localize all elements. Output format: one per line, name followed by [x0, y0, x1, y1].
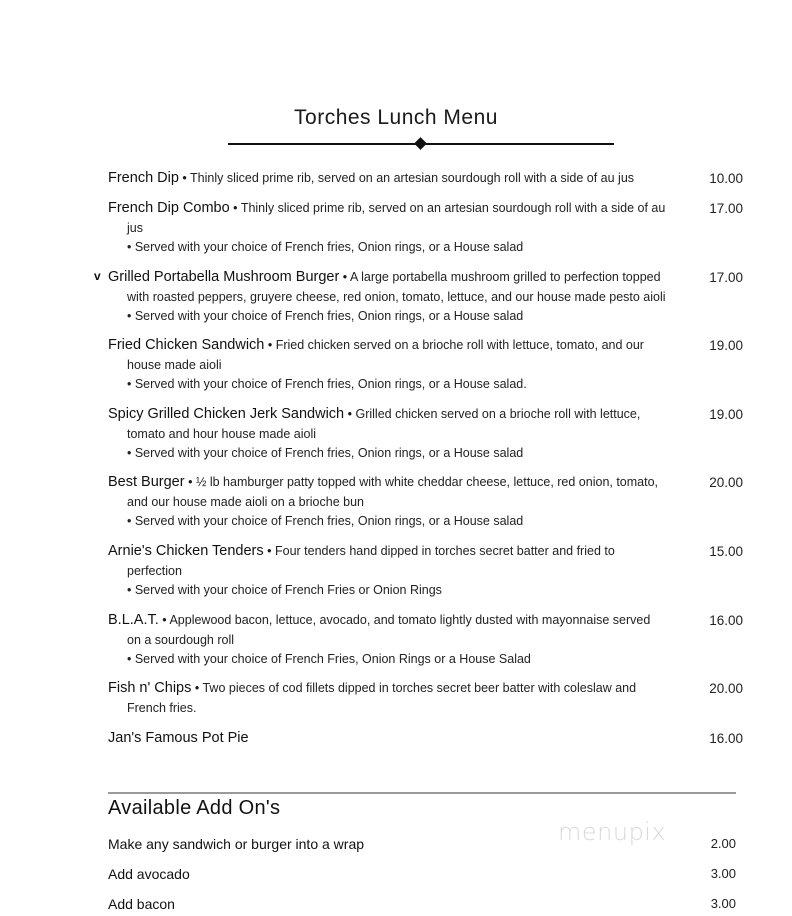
item-name: Grilled Portabella Mushroom Burger — [108, 269, 340, 285]
item-description: Thinly sliced prime rib, served on an artesian sourdough roll with a side of au — [240, 201, 666, 215]
item-side-note: • Served with your choice of French Fries or Onion Rings — [127, 583, 442, 597]
item-name: French Dip — [108, 170, 179, 186]
item-name: Fish n' Chips — [108, 680, 192, 696]
item-description-cont: jus — [127, 220, 143, 235]
item-price: 17.00 — [709, 201, 743, 216]
separator-bullet: • — [233, 201, 238, 215]
item-price: 17.00 — [709, 270, 743, 285]
item-description-cont: perfection — [127, 563, 182, 578]
item-side-note: • Served with your choice of French fries, Onion rings, or a House salad. — [127, 377, 527, 391]
item-price: 16.00 — [709, 613, 743, 628]
addons-divider — [108, 792, 736, 794]
item-side-note: • Served with your choice of French fries, Onion rings, or a House salad — [127, 514, 524, 528]
item-name: B.L.A.T. — [108, 612, 159, 628]
item-description-cont: and our house made aioli on a brioche bun — [127, 494, 364, 509]
menu-item-portabella-burger — [108, 268, 743, 327]
item-price: 19.00 — [709, 338, 743, 353]
item-side-note: • Served with your choice of French fries, Onion rings, or a House salad — [127, 446, 524, 460]
addon-label: Add bacon — [108, 896, 175, 912]
item-description-cont: with roasted peppers, gruyere cheese, red onion, tomato, lettuce, and our house made pesto aioli — [127, 289, 666, 304]
item-description: A large portabella mushroom grilled to perfection topped — [349, 270, 661, 284]
item-description: Grilled chicken served on a brioche roll with lettuce, — [355, 407, 641, 421]
item-name: Jan's Famous Pot Pie — [108, 730, 249, 746]
addon-price: 3.00 — [710, 896, 736, 911]
menu-item-chicken-tenders — [108, 542, 743, 601]
addons-title: Available Add On's — [108, 797, 281, 819]
menu-item-french-dip-combo — [108, 199, 743, 258]
item-side-note: • Served with your choice of French Fries, Onion Rings or a House Salad — [127, 652, 531, 666]
item-price: 20.00 — [709, 681, 743, 696]
vegetarian-marker-icon: v — [94, 269, 101, 283]
menu-item-fish-n-chips — [108, 679, 743, 718]
watermark-logo: menupix — [558, 818, 667, 846]
item-name: Arnie's Chicken Tenders — [108, 543, 264, 559]
menu-item-fried-chicken-sandwich — [108, 336, 743, 395]
separator-bullet: • — [267, 338, 273, 352]
item-description-cont: on a sourdough roll — [127, 632, 235, 647]
menu-title: Torches Lunch Menu — [294, 106, 498, 129]
addon-item-bacon — [108, 896, 736, 912]
item-price: 10.00 — [709, 171, 743, 186]
item-name: Fried Chicken Sandwich — [108, 337, 265, 353]
item-description-cont: house made aioli — [127, 357, 222, 372]
addon-price: 3.00 — [710, 866, 736, 881]
item-description: ½ lb hamburger patty topped with white cheddar cheese, lettuce, red onion, tomato, — [195, 475, 659, 489]
addon-label: Add avocado — [108, 866, 190, 882]
menu-item-french-dip — [108, 169, 743, 189]
addon-item-avocado — [108, 866, 736, 882]
item-price: 15.00 — [709, 544, 743, 559]
item-price: 16.00 — [709, 731, 743, 746]
menu-item-best-burger — [108, 473, 743, 532]
item-description: Applewood bacon, lettuce, avocado, and tomato lightly dusted with mayonnaise served — [169, 613, 651, 627]
menu-item-spicy-jerk-sandwich — [108, 405, 743, 464]
separator-bullet: • — [194, 681, 200, 695]
separator-bullet: • — [342, 270, 348, 284]
item-description: Four tenders hand dipped in torches secret batter and fried to — [275, 544, 615, 558]
item-name: French Dip Combo — [108, 200, 230, 216]
item-side-note: • Served with your choice of French fries, Onion rings, or a House salad — [127, 240, 524, 254]
addon-price: 2.00 — [710, 836, 736, 851]
separator-bullet: • — [188, 475, 193, 489]
item-side-note: • Served with your choice of French fries, Onion rings, or a House salad — [127, 309, 524, 323]
item-description-cont: tomato and hour house made aioli — [127, 426, 317, 441]
item-price: 19.00 — [709, 407, 743, 422]
item-price: 20.00 — [709, 475, 743, 490]
item-name: Spicy Grilled Chicken Jerk Sandwich — [108, 406, 345, 422]
diamond-ornament-icon — [414, 137, 427, 150]
item-description: Fried chicken served on a brioche roll with lettuce, tomato, and our — [275, 338, 644, 352]
menu-item-blat — [108, 611, 743, 670]
item-description: Two pieces of cod fillets dipped in torches secret beer batter with coleslaw and — [202, 681, 637, 695]
separator-bullet: • — [267, 544, 272, 558]
item-name: Best Burger — [108, 474, 185, 490]
menu-item-pot-pie — [108, 729, 743, 749]
item-description-cont: French fries. — [127, 700, 197, 715]
separator-bullet: • — [162, 613, 167, 627]
item-description: Thinly sliced prime rib, served on an artesian sourdough roll with a side of au jus — [190, 171, 635, 185]
separator-bullet: • — [347, 407, 352, 421]
separator-bullet: • — [182, 171, 187, 185]
addon-label: Make any sandwich or burger into a wrap — [108, 836, 365, 852]
